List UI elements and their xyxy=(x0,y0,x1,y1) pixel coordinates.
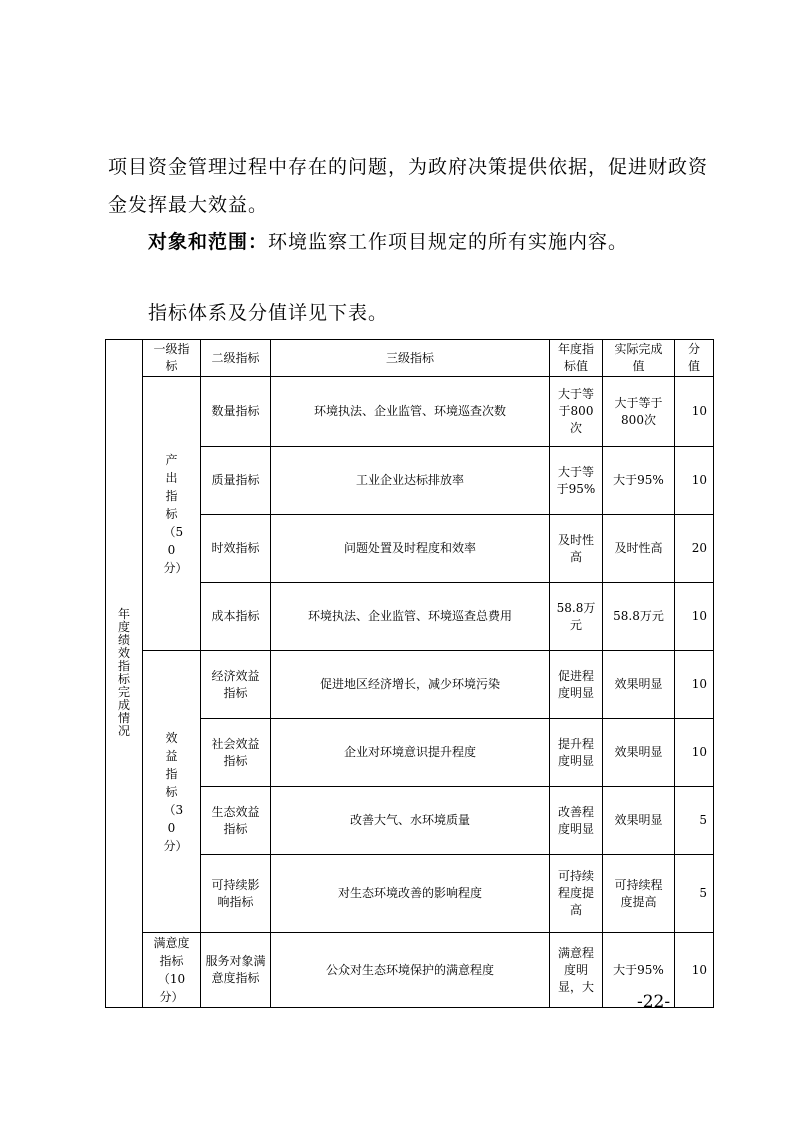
row-level2: 时效指标 xyxy=(201,515,271,583)
row-score: 20 xyxy=(675,515,714,583)
row-level2: 经济效益指标 xyxy=(201,651,271,719)
row-score: 10 xyxy=(675,933,714,1008)
row-level3: 公众对生态环境保护的满意程度 xyxy=(271,933,550,1008)
row-level3: 改善大气、水环境质量 xyxy=(271,787,550,855)
group-benefit: 效益指标（30分） xyxy=(143,651,201,933)
row-target: 大于等于800次 xyxy=(550,377,603,447)
row-actual: 可持续程度提高 xyxy=(603,855,675,933)
header-target: 年度指标值 xyxy=(550,340,603,377)
row-level3: 对生态环境改善的影响程度 xyxy=(271,855,550,933)
row-target: 58.8万元 xyxy=(550,583,603,651)
row-actual: 大于95% xyxy=(603,447,675,515)
side-label-cell xyxy=(106,340,143,1008)
header-actual: 实际完成值 xyxy=(603,340,675,377)
scope-label: 对象和范围： xyxy=(148,231,269,253)
row-actual: 及时性高 xyxy=(603,515,675,583)
header-level3: 三级指标 xyxy=(271,340,550,377)
group-output: 产出指标（50分） xyxy=(143,377,201,651)
row-target: 改善程度明显 xyxy=(550,787,603,855)
row-target: 满意程度明显，大 xyxy=(550,933,603,1008)
row-score: 10 xyxy=(675,719,714,787)
group-satisfaction: 满意度指标（10分） xyxy=(143,933,201,1008)
row-level3: 促进地区经济增长，减少环境污染 xyxy=(271,651,550,719)
row-level3: 环境执法、企业监管、环境巡查总费用 xyxy=(271,583,550,651)
paragraph-scope xyxy=(148,223,708,261)
table-header-row xyxy=(106,340,714,377)
row-target: 及时性高 xyxy=(550,515,603,583)
row-score: 10 xyxy=(675,377,714,447)
row-target: 可持续程度提高 xyxy=(550,855,603,933)
page-number: -22- xyxy=(637,992,671,1012)
row-actual: 58.8万元 xyxy=(603,583,675,651)
row-score: 5 xyxy=(675,855,714,933)
row-target: 大于等于95% xyxy=(550,447,603,515)
row-level2: 成本指标 xyxy=(201,583,271,651)
row-level3: 环境执法、企业监管、环境巡查次数 xyxy=(271,377,550,447)
row-level3: 工业企业达标排放率 xyxy=(271,447,550,515)
side-label: 年度绩效指标完成情况 xyxy=(117,606,130,738)
performance-indicator-table xyxy=(105,339,714,1008)
row-score: 10 xyxy=(675,447,714,515)
row-level3: 问题处置及时程度和效率 xyxy=(271,515,550,583)
table-row xyxy=(106,651,714,719)
header-score: 分值 xyxy=(675,340,714,377)
row-level2: 数量指标 xyxy=(201,377,271,447)
row-level3: 企业对环境意识提升程度 xyxy=(271,719,550,787)
row-level2: 质量指标 xyxy=(201,447,271,515)
row-score: 5 xyxy=(675,787,714,855)
row-actual: 大于等于800次 xyxy=(603,377,675,447)
paragraph-table-intro: 指标体系及分值详见下表。 xyxy=(148,302,389,324)
row-level2: 服务对象满意度指标 xyxy=(201,933,271,1008)
header-level2: 二级指标 xyxy=(201,340,271,377)
row-target: 提升程度明显 xyxy=(550,719,603,787)
row-actual: 效果明显 xyxy=(603,787,675,855)
row-score: 10 xyxy=(675,583,714,651)
row-target: 促进程度明显 xyxy=(550,651,603,719)
row-actual: 效果明显 xyxy=(603,719,675,787)
paragraph-purpose: 项目资金管理过程中存在的问题，为政府决策提供依据，促进财政资金发挥最大效益。 xyxy=(108,156,709,216)
header-level1: 一级指标 xyxy=(143,340,201,377)
row-level2: 可持续影响指标 xyxy=(201,855,271,933)
table-row xyxy=(106,933,714,1008)
row-actual: 大于95% xyxy=(603,933,675,1008)
row-level2: 社会效益指标 xyxy=(201,719,271,787)
scope-text: 环境监察工作项目规定的所有实施内容。 xyxy=(268,231,629,253)
row-actual: 效果明显 xyxy=(603,651,675,719)
row-score: 10 xyxy=(675,651,714,719)
table-row xyxy=(106,377,714,447)
row-level2: 生态效益指标 xyxy=(201,787,271,855)
